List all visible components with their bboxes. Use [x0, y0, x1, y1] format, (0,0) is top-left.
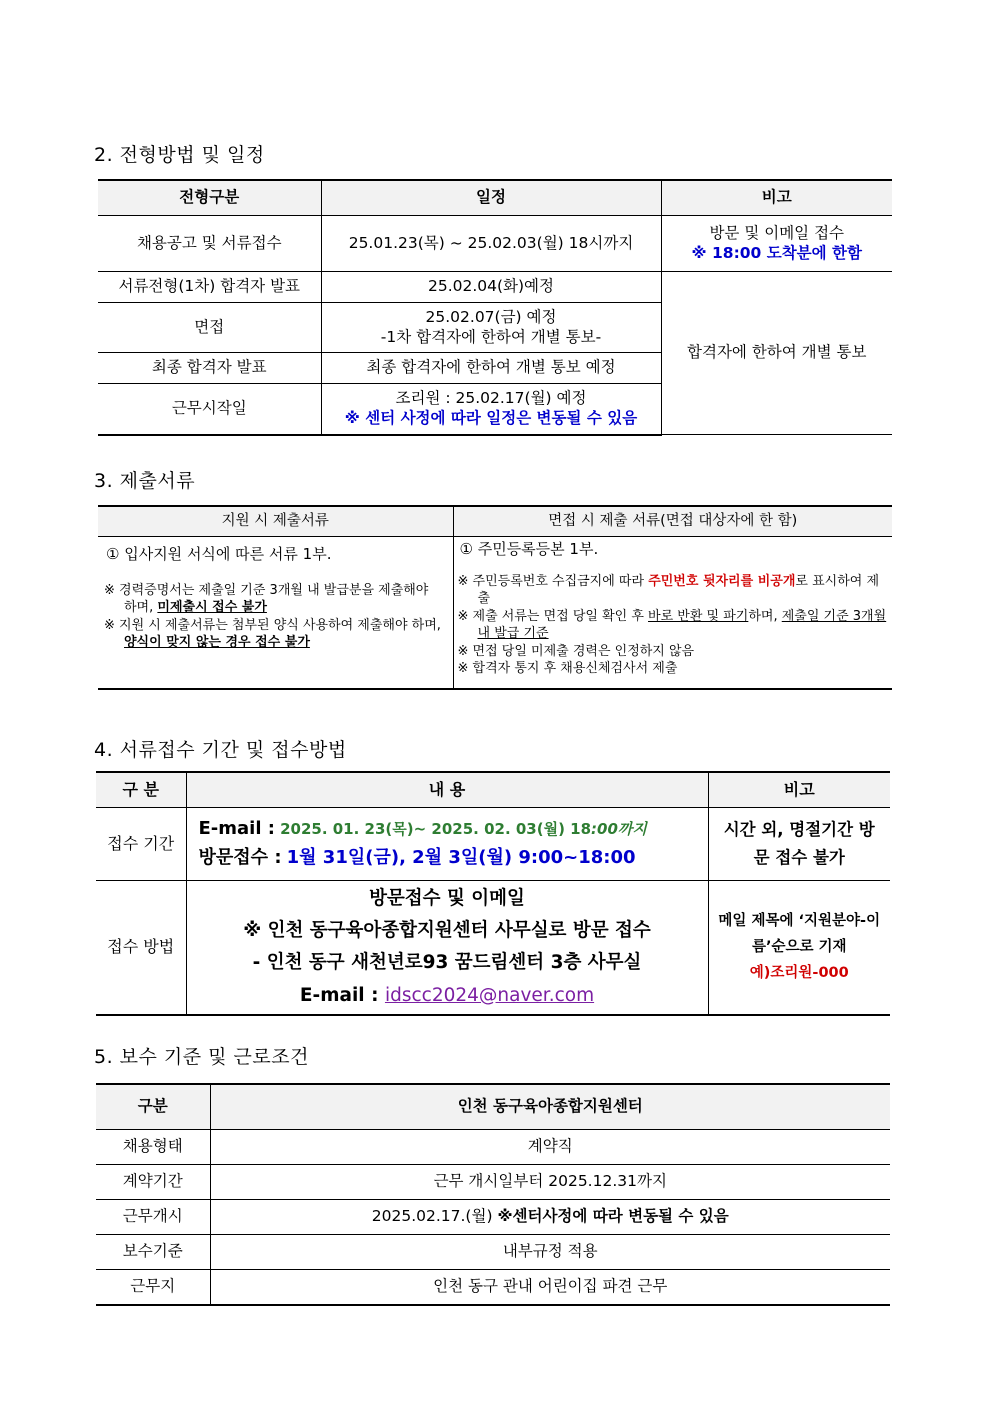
section4-heading: 4. 서류접수 기간 및 접수방법 [94, 739, 347, 761]
table-row [96, 808, 890, 881]
method-line-1: 방문접수 및 이메일 [369, 887, 525, 909]
period-content [186, 808, 708, 881]
remark-cell [661, 216, 892, 272]
application-note-2: ※ 지원 시 제출서류는 첨부된 양식 사용하여 제출해야 하며, 양식이 맞지 않는 경우 접수 불가 [104, 617, 441, 651]
schedule-text: 25.02.07(금) 예정 [425, 308, 557, 327]
submission-table [96, 771, 890, 1016]
stage-cell: 채용공고 및 서류접수 [98, 216, 321, 272]
condition-value: 2025.02.17.(월) ※센터사정에 따라 변동될 수 있음 [210, 1200, 890, 1235]
header-stage: 전형구분 [98, 180, 321, 216]
remark-cell: 합격자에 한하여 개별 통보 [661, 272, 892, 435]
table-row [96, 881, 890, 1015]
schedule-cell: 25.02.04(화)예정 [321, 272, 661, 303]
interview-note-3: ※ 면접 당일 미제출 경력은 인정하지 않음 [457, 643, 695, 659]
table-row [96, 1270, 890, 1306]
schedule-cell: 최종 합격자에 한하여 개별 통보 예정 [321, 353, 661, 384]
table-row [96, 1130, 890, 1165]
table-row [98, 272, 892, 303]
schedule-table [98, 179, 892, 436]
interview-note-4: ※ 합격자 통지 후 채용신체검사서 제출 [457, 661, 678, 677]
period-label: 접수 기간 [96, 808, 186, 881]
method-content [186, 881, 708, 1015]
header-category: 구 분 [96, 772, 186, 808]
table-row [98, 216, 892, 272]
schedule-sub: -1차 합격자에 한하여 개별 통보- [380, 327, 602, 346]
header-schedule: 일정 [321, 180, 661, 216]
schedule-note: ※ 센터 사정에 따라 일정은 변동될 수 있음 [344, 408, 638, 427]
documents-table [98, 505, 892, 690]
condition-label: 채용형태 [96, 1130, 210, 1165]
table-row [96, 1200, 890, 1235]
visit-period-line: 방문접수 : 1월 31일(금), 2월 3일(월) 9:00~18:00 [198, 847, 636, 868]
condition-label: 계약기간 [96, 1165, 210, 1200]
remark-note: ※ 18:00 도착분에 한함 [691, 243, 862, 262]
method-line-3: - 인천 동구 새천년로93 꿈드림센터 3층 사무실 [252, 952, 642, 974]
stage-cell: 근무시작일 [98, 384, 321, 435]
condition-label: 근무개시 [96, 1200, 210, 1235]
condition-label: 근무지 [96, 1270, 210, 1306]
section2-heading: 2. 전형방법 및 일정 [94, 144, 265, 166]
email-period-line: E-mail : 2025. 01. 23(목)~ 2025. 02. 03(월) 18:00까지 [198, 818, 647, 840]
conditions-table [96, 1083, 890, 1306]
condition-value: 내부규정 적용 [210, 1235, 890, 1270]
application-docs-cell [98, 537, 453, 689]
schedule-cell: 25.01.23(목) ~ 25.02.03(월) 18시까지 [321, 216, 661, 272]
header-application-docs: 지원 시 제출서류 [98, 506, 453, 537]
header-category: 구분 [96, 1084, 210, 1130]
interview-note-1: ※ 주민등록번호 수집금지에 따라 주민번호 뒷자리를 비공개로 표시하여 제출 [457, 573, 880, 607]
header-center: 인천 동구육아종합지원센터 [210, 1084, 890, 1130]
application-note-1: ※ 경력증명서는 제출일 기준 3개월 내 발급분을 제출해야 하며, 미제출시 접수 불가 [104, 582, 429, 616]
table-row [96, 1165, 890, 1200]
interview-docs-cell [453, 537, 892, 689]
schedule-text: 조리원 : 25.02.17(월) 예정 [395, 389, 587, 408]
condition-value: 근무 개시일부터 2025.12.31까지 [210, 1165, 890, 1200]
period-remark: 시간 외, 명절기간 방문 접수 불가 [708, 808, 890, 881]
method-line-2: ※ 인천 동구육아종합지원센터 사무실로 방문 접수 [243, 919, 651, 941]
schedule-cell [321, 384, 661, 435]
stage-cell: 최종 합격자 발표 [98, 353, 321, 384]
header-remark: 비고 [661, 180, 892, 216]
email-link[interactable]: idscc2024@naver.com [384, 984, 595, 1006]
interview-note-2: ※ 제출 서류는 면접 당일 확인 후 바로 반환 및 파기하며, 제출일 기준 3개월 내 발급 기준 [457, 608, 887, 642]
method-label: 접수 방법 [96, 881, 186, 1015]
method-email-line: E-mail : idscc2024@naver.com [299, 984, 595, 1006]
condition-value: 계약직 [210, 1130, 890, 1165]
application-doc-item: ① 입사지원 서식에 따른 서류 1부. [106, 545, 332, 563]
condition-value: 인천 동구 관내 어린이집 파견 근무 [210, 1270, 890, 1306]
section3-heading: 3. 제출서류 [94, 470, 196, 492]
interview-doc-item: ① 주민등록등본 1부. [459, 540, 599, 558]
stage-cell: 면접 [98, 303, 321, 353]
header-interview-docs: 면접 시 제출 서류(면접 대상자에 한 함) [453, 506, 892, 537]
section5-heading: 5. 보수 기준 및 근로조건 [94, 1046, 309, 1068]
method-remark [708, 881, 890, 1015]
header-content: 내 용 [186, 772, 708, 808]
remark-text: 방문 및 이메일 접수 [709, 224, 845, 243]
stage-cell: 서류전형(1차) 합격자 발표 [98, 272, 321, 303]
method-remark-example: 예)조리원-000 [749, 965, 849, 982]
condition-label: 보수기준 [96, 1235, 210, 1270]
method-remark-text: 메일 제목에 ‘지원분야-이름’순으로 기재 [718, 913, 881, 956]
header-remark: 비고 [708, 772, 890, 808]
schedule-cell [321, 303, 661, 353]
table-row [96, 1235, 890, 1270]
